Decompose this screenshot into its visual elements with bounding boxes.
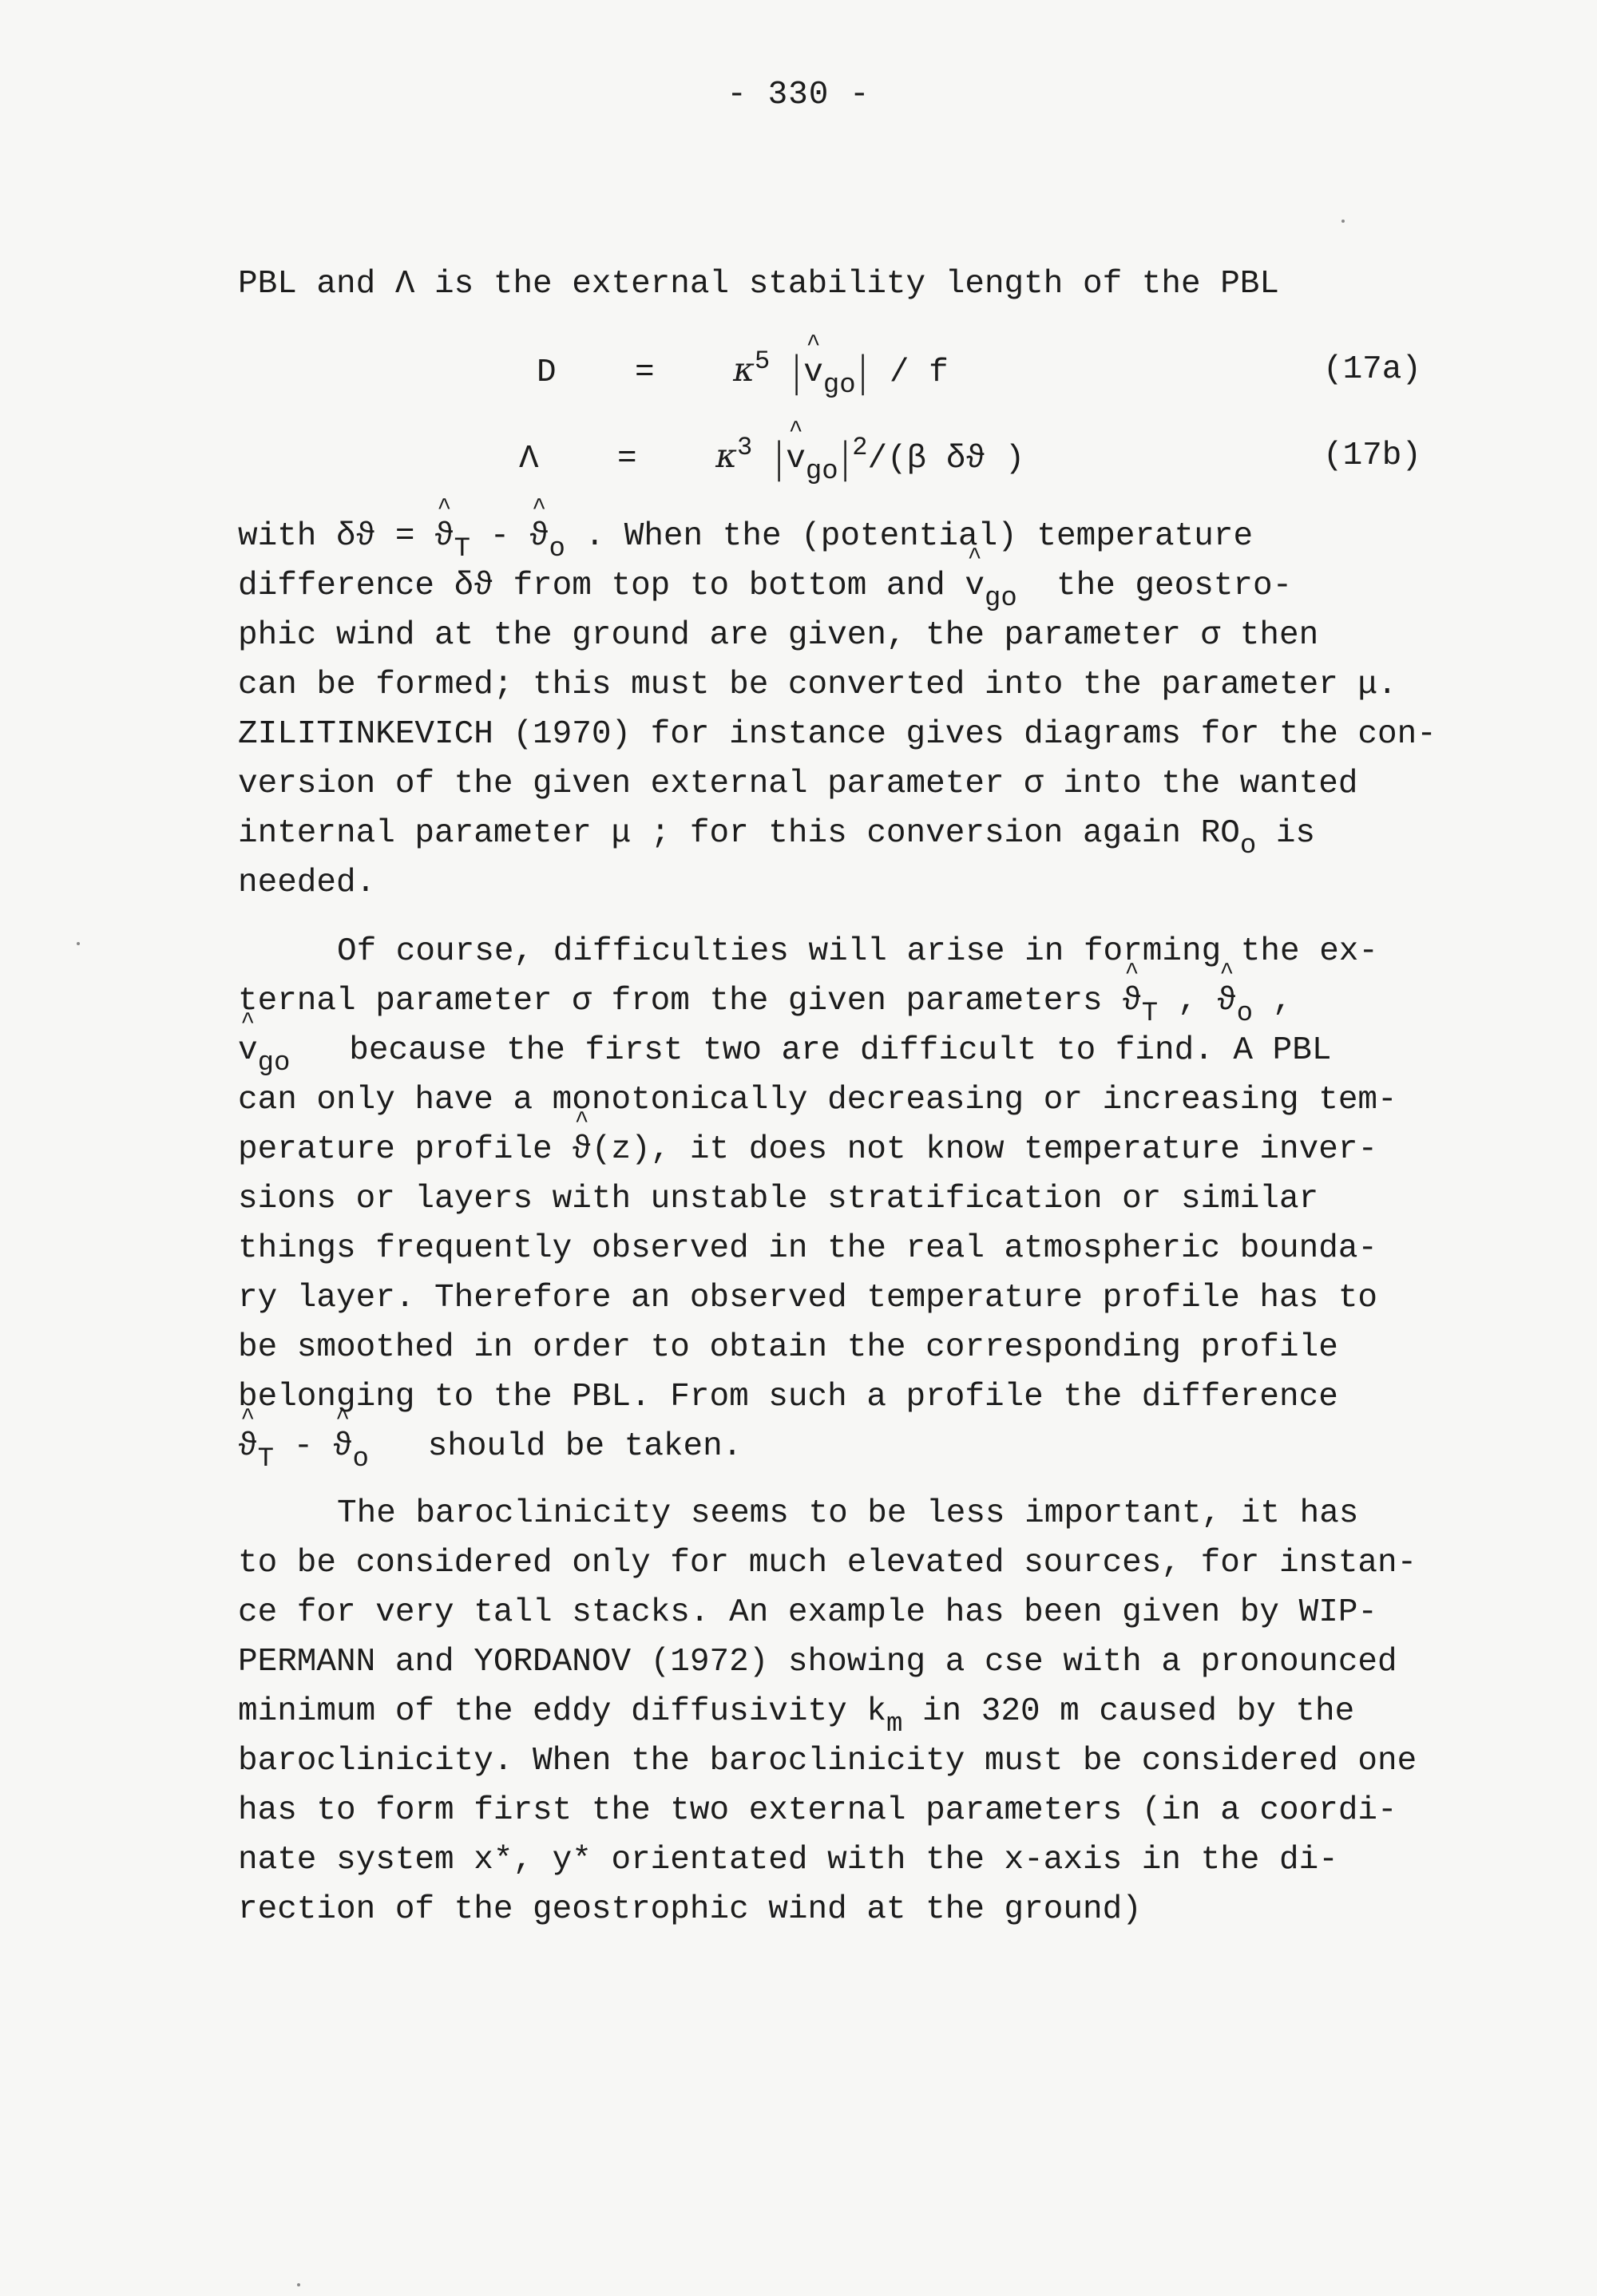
theta-symbol: ^ ϑ [434, 521, 454, 553]
eq-rest: / f [889, 354, 949, 391]
wind-vector-symbol: ^ v [803, 357, 823, 390]
text-line: needed. [238, 865, 376, 901]
subscript: go [257, 1048, 291, 1079]
equation-17a [537, 346, 949, 401]
text-line: The baroclinicity seems to be less important, it has [337, 1495, 1359, 1532]
subscript: T [1141, 999, 1159, 1029]
eq-equals: = [617, 441, 637, 477]
text-span: the geostro- [1056, 568, 1293, 604]
page-number: - 330 - [727, 77, 870, 113]
text-line: ce for very tall stacks. An example has been given by WIP- [238, 1594, 1378, 1631]
subscript: go [822, 370, 856, 401]
text-span: minimum of the eddy diffusivity k [238, 1693, 886, 1730]
text-line [238, 815, 1316, 861]
theta-symbol: ^ ϑ [529, 521, 549, 553]
text-line [238, 1131, 1378, 1168]
text-line: to be considered only for much elevated sources, for instan- [238, 1545, 1417, 1581]
eq-rest: /(β δϑ ) [867, 441, 1025, 477]
text-line: belonging to the PBL. From such a profile the difference [238, 1379, 1338, 1415]
theta-symbol: ^ ϑ [238, 1431, 258, 1463]
text-line [238, 568, 1293, 614]
text-line: be smoothed in order to obtain the corresponding profile [238, 1329, 1338, 1366]
text-span: in 320 m caused by the [902, 1693, 1355, 1730]
text-line: sions or layers with unstable stratification or similar [238, 1181, 1319, 1217]
exponent: 3 [736, 433, 753, 462]
abs-bar-right: | [855, 348, 870, 396]
theta-symbol: ^ ϑ [333, 1431, 353, 1463]
subscript: o [1236, 999, 1254, 1029]
theta-symbol: ^ ϑ [1217, 985, 1237, 1018]
wind-vector-symbol: ^ v [786, 443, 806, 476]
text-line: baroclinicity. When the baroclinicity must be considered one [238, 1743, 1417, 1779]
exponent: 5 [754, 346, 771, 376]
kappa-symbol: κ [733, 350, 755, 389]
text-line: nate system x*, y* orientated with the x-axis in the di- [238, 1842, 1338, 1878]
abs-bar-left: | [771, 434, 787, 482]
text-span: perature profile [238, 1131, 553, 1168]
equation-number-17b: (17b) [1322, 437, 1421, 474]
text-line: Of course, difficulties will arise in forming the ex- [337, 933, 1379, 970]
text-line [238, 1032, 1332, 1079]
equation-number-17a: (17a) [1322, 351, 1421, 388]
abs-bar-left: | [789, 348, 804, 396]
text-line [238, 1693, 1355, 1740]
text-span: - [293, 1428, 314, 1465]
wind-vector-symbol: ^ v [965, 570, 985, 603]
text-span: should be taken. [427, 1428, 743, 1465]
subscript: o [352, 1444, 369, 1475]
theta-symbol: ^ ϑ [1122, 985, 1142, 1018]
subscript: go [984, 584, 1017, 614]
subscript: go [805, 457, 838, 487]
text-span: , [1272, 983, 1293, 1019]
text-span: because the first two are difficult to find. A PBL [349, 1032, 1332, 1069]
text-span: internal parameter μ ; for this conversion again RO [238, 815, 1240, 852]
text-line [238, 983, 1293, 1029]
text-line: version of the given external parameter σ into the wanted [238, 766, 1358, 802]
text-line: can be formed; this must be converted into the parameter μ. [238, 667, 1397, 703]
subscript: T [257, 1444, 275, 1475]
text-span: is [1256, 815, 1316, 852]
wind-vector-symbol: ^ v [238, 1035, 258, 1067]
subscript: m [886, 1709, 903, 1740]
text-line: can only have a monotonically decreasing or increasing tem- [238, 1082, 1397, 1118]
text-line: things frequently observed in the real atmospheric bounda- [238, 1230, 1378, 1267]
subscript: T [454, 534, 471, 564]
subscript: o [1239, 831, 1257, 861]
text-line [238, 518, 1254, 564]
exponent: 2 [852, 433, 868, 462]
equation-17b [519, 433, 1025, 487]
subscript: o [549, 534, 565, 564]
text-span: with δϑ = [238, 518, 415, 555]
eq-lhs: Λ [519, 441, 539, 477]
text-span: - [489, 518, 510, 555]
text-span: , [1177, 983, 1198, 1019]
text-line: PERMANN and YORDANOV (1972) showing a cse with a pronounced [238, 1644, 1397, 1680]
abs-bar-right: | [838, 434, 853, 482]
text-line: PBL and Λ is the external stability length of the PBL [238, 266, 1280, 303]
theta-symbol: ^ ϑ [572, 1134, 592, 1166]
scan-speck [297, 2283, 300, 2286]
text-line: rection of the geostrophic wind at the ground) [238, 1891, 1142, 1928]
scan-speck [1341, 220, 1345, 223]
text-span: (z), it does not know temperature inver- [591, 1131, 1378, 1168]
text-line: ZILITINKEVICH (1970) for instance gives diagrams for the con- [238, 716, 1437, 753]
kappa-symbol: κ [715, 437, 737, 475]
text-span: difference δϑ from top to bottom and [238, 568, 945, 604]
text-line: has to form first the two external parameters (in a coordi- [238, 1792, 1397, 1829]
text-line: ry layer. Therefore an observed temperature profile has to [238, 1280, 1378, 1316]
eq-lhs: D [537, 354, 557, 391]
text-span: ternal parameter σ from the given parameters [238, 983, 1103, 1019]
text-line [238, 1428, 743, 1475]
text-line: phic wind at the ground are given, the parameter σ then [238, 617, 1319, 654]
scan-speck [77, 942, 80, 945]
text-span: . When the (potential) temperature [585, 518, 1254, 555]
eq-equals: = [635, 354, 655, 391]
